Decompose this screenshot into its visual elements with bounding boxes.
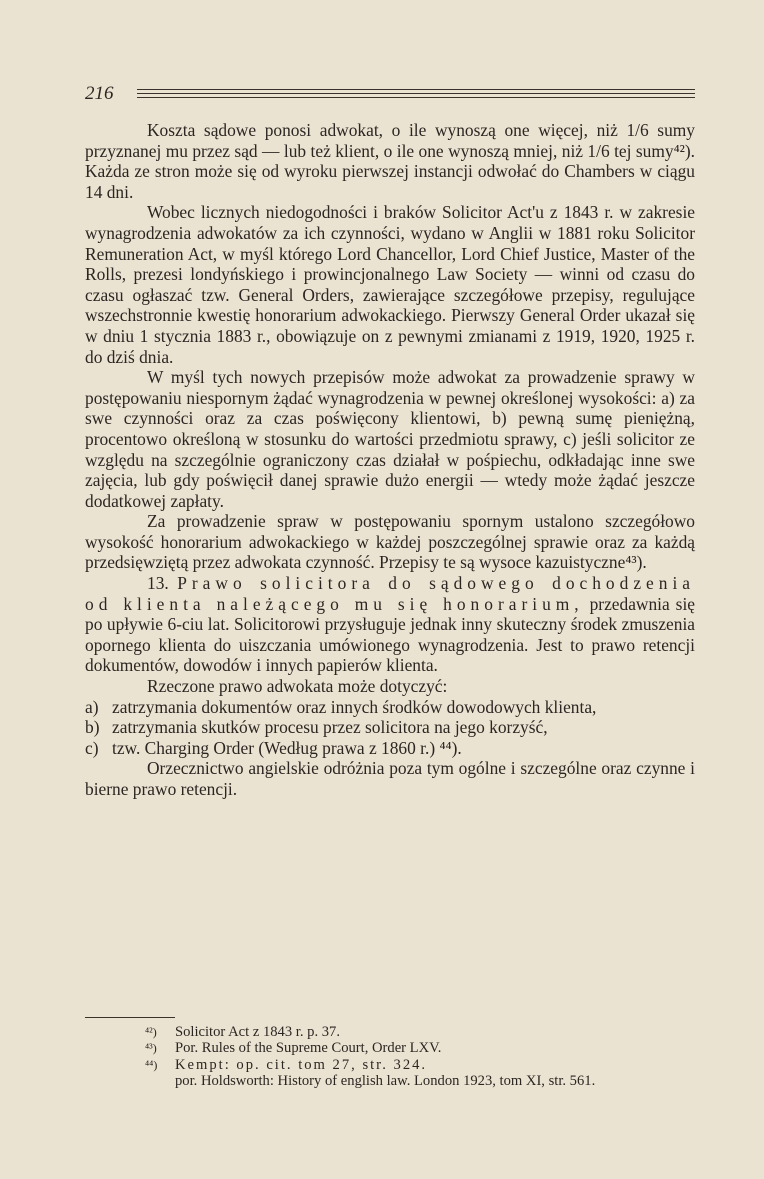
- footnote-text: Por. Rules of the Supreme Court, Order LXV.: [175, 1040, 442, 1057]
- paragraph: W myśl tych nowych przepisów może adwokat za prowadzenie sprawy w postępowaniu niespornym żądać wynagrodzenia w pewnej określonej wysokości: a) za swe czynności oraz za czas poświęcony klientowi, b) pewną sumę pieniężną, procentowo określoną w stosunku do wartości przedmiotu sprawy, c) jeśli solicitor ze względu na szczególnie ograniczony czas działał w pośpiechu, odkładając inne swe zajęcia, lub gdy poświęcił danej sprawie dużo energii — wtedy może żądać jeszcze dodatkowej zapłaty.: [85, 367, 695, 511]
- page-body: [85, 120, 695, 800]
- list-label: b): [85, 717, 100, 738]
- footnote-rule: [85, 1017, 175, 1018]
- section-text: przedawnia się po upływie 6-ciu lat. Solicitorowi przysługuje jednak inny skuteczny środek zmuszenia opornego klienta do uiszczania umówionego wynagrodzenia. Jest to prawo retencji dokumentów, dowodów i innych papierów klienta.: [85, 593, 695, 676]
- list-item: [85, 717, 695, 738]
- footnote-text: Kempt: op. cit. tom 27, str. 324.: [175, 1056, 428, 1073]
- footnote-continuation-text: por. Holdsworth: History of english law. London 1923, tom XI, str. 561.: [175, 1073, 596, 1090]
- page-header: [85, 82, 695, 106]
- list-label: a): [85, 696, 99, 717]
- list-item: [85, 697, 695, 718]
- paragraph: Koszta sądowe ponosi adwokat, o ile wynoszą one więcej, niż 1/6 sumy przyznanej mu przez sąd — lub też klient, o ile one wynoszą mniej, niż 1/6 tej sumy⁴²). Każda ze stron może się od wyroku pierwszej instancji odwołać do Chambers w ciągu 14 dni.: [85, 120, 695, 202]
- list-item: [85, 738, 695, 759]
- header-rule: [137, 97, 695, 98]
- footnote: [145, 1040, 695, 1056]
- closing-paragraph: Orzecznictwo angielskie odróżnia poza tym ogólne i szczególne oraz czynne i bierne prawo retencji.: [85, 758, 695, 799]
- footnote: [145, 1024, 695, 1040]
- list-text: zatrzymania dokumentów oraz innych środków dowodowych klienta,: [112, 696, 597, 717]
- list-intro: Rzeczone prawo adwokata może dotyczyć:: [147, 676, 448, 697]
- footnote-text: Solicitor Act z 1843 r. p. 37.: [175, 1024, 340, 1040]
- section-number: 13.: [147, 573, 169, 594]
- footnotes: [145, 1024, 695, 1090]
- header-rule: [137, 93, 695, 94]
- enumerated-list: [85, 697, 695, 759]
- header-rule: [137, 89, 695, 90]
- paragraph: Wobec licznych niedogodności i braków Solicitor Act'u z 1843 r. w zakresie wynagrodzenia adwokatów za ich czynności, wydano w Anglii w 1881 roku Solicitor Remuneration Act, w myśl którego Lord Chancellor, Lord Chief Justice, Master of the Rolls, prezesi londyńskiego i prowincjonalnego Law Society — winni od czasu do czasu ogłaszać tzw. General Orders, zawierające szczegółowe przepisy, regulujące wszechstronnie kwestię honorarium adwokackiego. Pierwszy General Order ukazał się w dniu 1 stycznia 1883 r., obowiązuje on z pewnymi zmianami z 1919, 1920, 1925 r. do dziś dnia.: [85, 202, 695, 367]
- paragraph: Za prowadzenie spraw w postępowaniu spornym ustalono szczegółowo wysokość honorarium adwokackiego w każdej poszczególnej sprawie oraz za każdą przedsięwziętą przez adwokata czynność. Przepisy te są wysoce kazuistyczne⁴³).: [85, 511, 695, 573]
- footnote-mark: ⁴⁴): [145, 1057, 158, 1072]
- list-text: zatrzymania skutków procesu przez solicitora na jego korzyść,: [112, 717, 548, 738]
- footnote-continuation: [145, 1073, 695, 1089]
- section-paragraph: [85, 573, 695, 676]
- section-title: Prawo solicitora do sądowego dochodzenia od klienta należącego mu się honorarium,: [85, 573, 695, 614]
- footnote-mark: ⁴²): [145, 1025, 157, 1039]
- list-text: tzw. Charging Order (Według prawa z 1860 r.) ⁴⁴).: [112, 737, 462, 758]
- footnote-mark: ⁴³): [145, 1041, 157, 1056]
- page-number: 216: [85, 83, 114, 104]
- footnote: [145, 1057, 695, 1073]
- list-label: c): [85, 737, 99, 758]
